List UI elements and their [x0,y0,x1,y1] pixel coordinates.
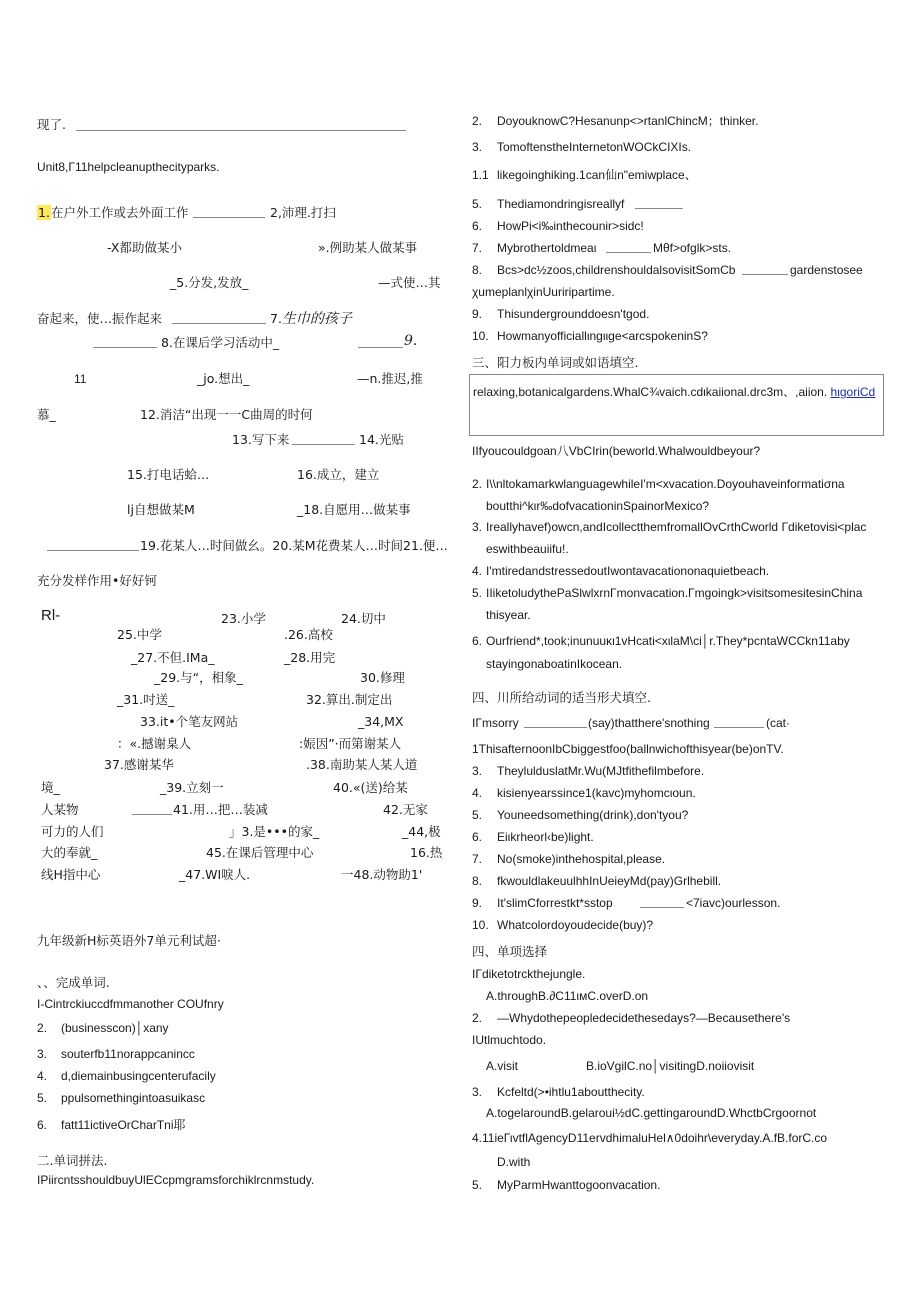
phrase-mu: 慕_ [37,407,56,422]
s4-question-1-part-a: IΓmsorry [472,716,519,730]
s3-question-3-line2: eswithbeauiifu!. [486,542,569,556]
phrase-8: 8.在课后学习活动中_ [161,335,280,350]
phrase-29: _29.与“，相象_ [154,670,243,685]
s3-question-3: Ireallyhavef)owcn,andIcollectthemfromallOvCrthCworld Γdiketovisi<plac [486,520,867,534]
q3-text: TomoftenstheInternetonWOCkCIXIs. [497,140,692,154]
q8-text: Bcs>dc½zoos,childrenshouldalsovisitSomCb [497,263,736,277]
top-line-text: 现了. [37,117,66,132]
s5-question-4-option-d: D.with [497,1155,531,1169]
s3-question-5-line2: thisyear. [486,608,531,622]
section-5-title: 四、单项选择 [472,944,548,959]
word-bank-words: relaxing,botanicalgardens.WhalC¾vaich.cdιkaiional.drc3m、,aiion. [473,385,828,399]
phrase-7 [270,311,352,327]
phrase-39: _39.立刻一 [160,780,224,795]
s1-question-4: d,diemainbusingcenterufacily [61,1069,216,1083]
s5-question-2-option-a: A.visit [486,1059,519,1073]
s1-question-2-number: 2. [37,1021,48,1035]
s3-question-6-line2: stayingonaboatinIkocean. [486,657,623,671]
s1-question-2: (businesscon)│xany [61,1021,169,1035]
s5-question-2-option-b: B.ioVgilC.no│visitingD.noiiovisit [586,1059,755,1073]
q8-text-end: gardenstosee [790,263,863,277]
q9-text: Thisundergrounddoesn'tgod. [497,307,650,321]
s3-question-1: IIfyoucouldgoan八VbCIrin(beworld.Whalwouldbeyour? [472,444,761,458]
phrase-rmw: 人某物 [41,802,79,817]
phrase-40: 40.«(送)给某 [333,780,408,795]
answer-blank [292,444,355,445]
phrase-kl: 可力的人们 [41,824,104,839]
section-1-title: 、、完成单词. [37,975,110,990]
q2-text: DoyouknowC?Hesanunp<>rtanlChincM；thinker. [497,114,759,128]
phrase-9: 9. [404,333,418,349]
phrase-16: 16.成立，建立 [297,467,380,482]
answer-blank [93,347,157,348]
word-bank-link[interactable]: hιgoriCd [830,385,876,399]
s4-question-2: 1ThisafternoonIbCbiggestfoo(ballnwichofthisyear(be)onTV. [472,742,784,756]
q4-text: likegoinghiking.1can仙n"emiwplace、 [497,168,697,182]
s4-question-5: Youneedsomething(drink),don'tyou? [497,808,689,822]
phrase-37: 37.感谢某华 [104,757,174,772]
s1-question-3-number: 3. [37,1047,48,1061]
s1-question-5: ppulsomethingintoasuikasc [61,1091,206,1105]
q7-number: 7. [472,241,483,255]
s5-question-3-options: A.togelaroundB.gelaroui½dC.gettingaroundD.WhctbCrgoornot [486,1106,817,1120]
answer-blank [76,130,406,131]
s1-question-4-number: 4. [37,1069,48,1083]
q7-text: Mybrothertoldmeaι [497,241,597,255]
answer-blank [640,907,684,908]
phrase-6a: 奋起来，使…振作起来 [37,311,163,326]
s3-question-4: I'mtiredandstressedoutIwontavacationonaquietbeach. [486,564,770,578]
s3-question-4-number: 4. [472,564,483,578]
phrase-5: _5.分发,发放_ [170,275,249,290]
s4-question-3: TheylulduslatMr.Wu(MJtfithefilmbefore. [497,764,705,778]
s4-question-4: kisienyearssince1(kavc)myhomcιoun. [497,786,696,800]
phrase-jo: _jo.想出_ [197,371,250,386]
s3-question-5: IIiketoludythePaSlwlxrnΓmonvacation.Γmgoingk>visitsomesitesinChina [486,586,863,600]
phrase-dd: 大的奉就_ [41,845,98,860]
s4-question-9-end: <7iavc)ourlesson. [686,896,781,910]
word-bank-text [473,384,875,400]
phrase-16b: 16.热 [410,845,443,860]
s1-question-6: fatt11ictiveOrCharTni耶 [61,1118,186,1132]
phrase-18: _18.自愿用…做某事 [297,502,411,517]
phrase-30: 30.修理 [360,670,405,685]
section-3-title: 三、阳力板内单词或如语填空. [472,355,639,370]
phrase-32: 32.算出.制定出 [306,692,393,707]
phrase-thanks: ：«.撼谢臬人 [117,736,192,751]
answer-blank [132,814,172,815]
q5-number: 5. [472,197,483,211]
section-4-title: 四、川所给动词的适当形犬填空. [472,690,651,705]
phrase-n: —n.推迟,推 [357,371,423,386]
s3-question-6-number: 6. [472,634,483,648]
phrase-34: _34,MX [358,714,404,729]
q9-number: 9. [472,307,483,321]
phrase-28: _28.用完 [284,650,336,665]
s4-question-7: No(smoke)inthehospital,please. [497,852,666,866]
s5-question-1: IΓdiketotrckthejungle. [472,967,586,981]
s1-question-1: I-Cintrckiuccdfmmanother COUfnry [37,997,224,1011]
s4-question-8-number: 8. [472,874,483,888]
phrase-1 [37,205,188,221]
q6-number: 6. [472,219,483,233]
unit-title: Unit8,Γ11helpcleanupthecityparks. [37,160,220,174]
phrase-xian: 线H指中心 [41,867,101,882]
phrase-rl: Rl- [41,607,61,624]
answer-blank [47,550,139,551]
q8-text-line2: χumeplanlχinUuriripartime. [472,285,615,299]
q4-number: 1.1 [472,168,489,182]
s1-question-5-number: 5. [37,1091,48,1105]
s4-question-3-number: 3. [472,764,483,778]
phrase-25: 25.中学 [117,627,162,642]
answer-blank [193,217,265,218]
q5-text: Thediamondringisreallyf [497,197,625,211]
phrase-because: :娠因”·而第谢某人 [299,736,402,751]
s5-question-2: —Whydothepeopledecidethesedays?—Becausethere's [497,1011,791,1025]
s4-question-10: Whatcolordoyoudecide(buy)? [497,918,654,932]
phrase-26: .26.高校 [284,627,333,642]
s3-question-2-number: 2. [472,477,483,491]
s5-question-5: MyParmHwanttogoonvacation. [497,1178,661,1192]
answer-blank [714,727,764,728]
answer-blank [742,274,788,275]
q8-number: 8. [472,263,483,277]
s4-question-1-part-b: (say)thatthere'snothing [588,716,710,730]
phrase-42: 42.无家 [383,802,428,817]
q7-text-end: Mθf>ofglk>sts. [653,241,732,255]
s4-question-9: It'slimCforrestkt*sstop [497,896,613,910]
phrase-47: _47.WI唳人. [179,867,251,882]
answer-blank [524,727,587,728]
phrase-14: 14.光贴 [359,432,404,447]
s5-question-2-line2: IUtlmuchtodo. [472,1033,547,1047]
phrase-11: 11 [74,372,87,386]
phrase-cf: 充分发样作用•好好钶 [37,573,157,588]
phrase-33: 33.it•个笔友网站 [140,714,239,729]
s3-question-5-number: 5. [472,586,483,600]
phrase-15: 15.打电话蛤… [127,467,210,482]
q10-number: 10. [472,329,489,343]
q10-text: Howmanyofficiallιngιιge<arcspokeninS? [497,329,708,343]
phrase-7-text: 生巾的孩子 [281,311,352,327]
s4-question-6: Eiιkrheorl‹be)light. [497,830,594,844]
s3-question-6: Ourfriend*,took;inunuuκι1vHcati<xιlaM\ci│r.They*pcntaWCCkn11aby [486,634,850,648]
phrase-jing: 境_ [41,780,60,795]
phrase-48: 一48.动物助1' [341,867,423,882]
q6-text: HowPi<i‰inthecounir>sidc! [497,219,644,233]
s3-question-2-line2: boutthi^kιr‰dofvacationinSpainorMexico? [486,499,710,513]
phrase-43: 」3.是•••的家_ [229,824,320,839]
phrase-24: 24.切中 [341,611,386,626]
phrase-27: _27.不但.IMa_ [131,650,215,665]
phrase-45: 45.在课后管理中心 [206,845,314,860]
phrase-31: _31.吋送_ [117,692,175,707]
s5-question-4: 4.11ieΓιvtflAgencyD11ervdhimaluHel∧0doihr\everyday.A.fB.forC.co [472,1131,828,1145]
answer-blank [635,208,683,209]
s5-question-3-number: 3. [472,1085,483,1099]
test-title: 九年级新H标英语外7单元利试超· [37,933,221,948]
s1-question-6-number: 6. [37,1118,48,1132]
s4-question-4-number: 4. [472,786,483,800]
s4-question-1-part-c: (cat· [766,716,790,730]
s5-question-2-number: 2. [472,1011,483,1025]
q3-number: 3. [472,140,483,154]
s4-question-8: fkwouldlakeuulhhInUeiеyMd(pay)Grlhebill. [497,874,722,888]
s4-question-9-number: 9. [472,896,483,910]
s5-question-5-number: 5. [472,1178,483,1192]
phrase-19: 19.花某人…时间做幺。20.某M花费某人…时间21.便… [140,538,448,553]
s4-question-5-number: 5. [472,808,483,822]
phrase-5b: —式使…其 [378,275,441,290]
phrase-38: .38.南助某人某人道 [306,757,418,772]
s3-question-3-number: 3. [472,520,483,534]
answer-blank [358,347,403,348]
phrase-2: 2,沛理.打扫 [270,205,336,220]
s5-question-3: Kcfeltd(>•ihtlu1aboutthecity. [497,1085,645,1099]
phrase-3a: -X都助做某小 [107,240,182,255]
phrase-41: 41.用…把…装减 [173,802,268,817]
phrase-44: _44,极 [402,824,441,839]
phrase-1-number: 1. [38,205,50,220]
s4-question-10-number: 10. [472,918,489,932]
s5-question-1-options: A.throughB.∂C11ιмC.overD.on [486,989,649,1003]
s2-question-1: IPiircntsshouldbuyUlECcpmgramsforchiklrcnmstudy. [37,1173,315,1187]
s4-question-1 [472,715,519,731]
s1-question-3: souterfb11norappcanincc [61,1047,195,1061]
section-2-title: 二.单词拼法. [37,1153,108,1168]
phrase-23: 23.小学 [221,611,266,626]
s3-question-2: I\\nltokamarkwlanguagewhileI'm<xvacation.Doyouhaveinfoгmatiσna [486,477,845,491]
phrase-1-text: 在户外工作或去外面工作 [50,205,189,220]
phrase-3b: ».例助某人做某事 [318,240,418,255]
answer-blank [606,252,651,253]
phrase-12: 12.消洁“出现一一C曲周的时何 [140,407,313,422]
answer-blank [172,323,266,324]
phrase-13: 13.写下来 [232,432,290,447]
s4-question-6-number: 6. [472,830,483,844]
phrase-7-number: 7. [270,311,282,326]
s4-question-7-number: 7. [472,852,483,866]
q2-number: 2. [472,114,483,128]
phrase-lj: lj自想做某M [127,502,195,517]
